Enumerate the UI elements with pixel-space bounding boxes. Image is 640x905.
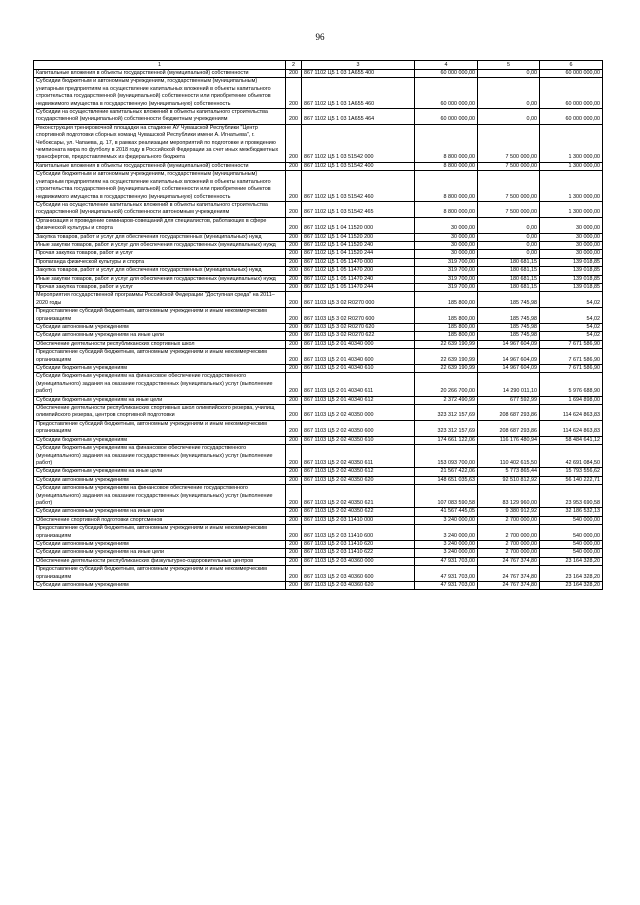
- approved-amount-cell: 22 639 190,99: [415, 340, 478, 348]
- approved-amount-cell: 20 266 700,00: [415, 373, 478, 396]
- executed-amount-cell: 0,00: [478, 250, 540, 258]
- approved-amount-cell: 30 000,00: [415, 241, 478, 249]
- row-name-cell: Субсидии автономным учреждениям: [34, 582, 286, 590]
- unexecuted-amount-cell: 114 624 863,83: [540, 405, 603, 421]
- row-name-cell: Обеспечение деятельности республиканских спортивных школ олимпийского резерва, училищ олимпийского резерва, центров спортивной подготовки: [34, 405, 286, 421]
- table-row: [34, 292, 603, 308]
- row-name-cell: Субсидии бюджетным учреждениям на иные цели: [34, 468, 286, 476]
- unexecuted-amount-cell: 60 000 000,00: [540, 109, 603, 125]
- budget-code-cell: 867 1103 Ц5 2 03 11410 000: [302, 516, 415, 524]
- column-header: 4: [415, 61, 478, 70]
- approved-amount-cell: 319 700,00: [415, 283, 478, 291]
- unexecuted-amount-cell: 23 164 328,20: [540, 557, 603, 565]
- line-code-cell: 200: [286, 525, 302, 541]
- line-code-cell: 200: [286, 557, 302, 565]
- executed-amount-cell: 2 700 000,00: [478, 525, 540, 541]
- approved-amount-cell: 185 800,00: [415, 292, 478, 308]
- line-code-cell: 200: [286, 275, 302, 283]
- table-row: [34, 436, 603, 444]
- table-row: [34, 549, 603, 557]
- table-row: [34, 566, 603, 582]
- table-row: [34, 250, 603, 258]
- line-code-cell: 200: [286, 445, 302, 468]
- executed-amount-cell: 0,00: [478, 241, 540, 249]
- line-code-cell: 200: [286, 508, 302, 516]
- row-name-cell: Субсидии автономным учреждениям: [34, 540, 286, 548]
- unexecuted-amount-cell: 7 671 586,90: [540, 349, 603, 365]
- row-name-cell: Обеспечение деятельности республиканских физкультурно-оздоровительных центров: [34, 557, 286, 565]
- unexecuted-amount-cell: 1 300 000,00: [540, 162, 603, 170]
- executed-amount-cell: 7 500 000,00: [478, 162, 540, 170]
- row-name-cell: Субсидии бюджетным учреждениям на финансовое обеспечение государственного (муниципального) задания на оказание государственных (муниципальных) услуг (выполнение работ): [34, 373, 286, 396]
- budget-code-cell: 867 1103 Ц5 3 02 R0270 000: [302, 292, 415, 308]
- approved-amount-cell: 148 651 035,63: [415, 476, 478, 484]
- budget-code-cell: 867 1103 Ц5 2 01 40340 611: [302, 373, 415, 396]
- row-name-cell: Субсидии бюджетным учреждениям: [34, 436, 286, 444]
- budget-code-cell: 867 1102 Ц5 1 05 11470 200: [302, 267, 415, 275]
- line-code-cell: 200: [286, 124, 302, 162]
- line-code-cell: 200: [286, 171, 302, 202]
- budget-code-cell: 867 1103 Ц5 2 03 40360 600: [302, 566, 415, 582]
- approved-amount-cell: 60 000 000,00: [415, 78, 478, 109]
- executed-amount-cell: 180 681,15: [478, 275, 540, 283]
- approved-amount-cell: 47 931 703,00: [415, 566, 478, 582]
- table-row: [34, 162, 603, 170]
- approved-amount-cell: 30 000,00: [415, 250, 478, 258]
- unexecuted-amount-cell: 1 300 000,00: [540, 201, 603, 217]
- row-name-cell: Прочая закупка товаров, работ и услуг: [34, 250, 286, 258]
- approved-amount-cell: 3 240 000,00: [415, 549, 478, 557]
- unexecuted-amount-cell: 139 018,85: [540, 258, 603, 266]
- budget-code-cell: 867 1102 Ц5 1 03 1А655 400: [302, 70, 415, 78]
- header-row: [34, 61, 603, 70]
- row-name-cell: Организация и проведение семинаров-совещаний для специалистов, работающих в сфере физической культуры и спорта: [34, 217, 286, 233]
- table-row: [34, 241, 603, 249]
- budget-code-cell: 867 1102 Ц5 1 05 11470 240: [302, 275, 415, 283]
- executed-amount-cell: 180 681,15: [478, 267, 540, 275]
- approved-amount-cell: 30 000,00: [415, 217, 478, 233]
- row-name-cell: Субсидии на осуществление капитальных вложений в объекты капитального строительства государственной (муниципальной) собственности бюджетным учреждениям: [34, 109, 286, 125]
- executed-amount-cell: 14 967 604,09: [478, 349, 540, 365]
- table-row: [34, 70, 603, 78]
- table-row: [34, 540, 603, 548]
- line-code-cell: 200: [286, 540, 302, 548]
- line-code-cell: 200: [286, 308, 302, 324]
- executed-amount-cell: 7 500 000,00: [478, 201, 540, 217]
- unexecuted-amount-cell: 30 000,00: [540, 233, 603, 241]
- table-row: [34, 124, 603, 162]
- line-code-cell: 200: [286, 349, 302, 365]
- table-row: [34, 308, 603, 324]
- line-code-cell: 200: [286, 582, 302, 590]
- approved-amount-cell: 47 931 703,00: [415, 582, 478, 590]
- row-name-cell: Субсидии бюджетным учреждениям: [34, 365, 286, 373]
- table-row: [34, 373, 603, 396]
- approved-amount-cell: 47 931 703,00: [415, 557, 478, 565]
- table-row: [34, 233, 603, 241]
- table-row: [34, 516, 603, 524]
- table-row: [34, 340, 603, 348]
- line-code-cell: 200: [286, 241, 302, 249]
- approved-amount-cell: 3 240 000,00: [415, 540, 478, 548]
- budget-code-cell: 867 1102 Ц5 1 03 51542 460: [302, 171, 415, 202]
- executed-amount-cell: 24 767 374,80: [478, 557, 540, 565]
- executed-amount-cell: 0,00: [478, 217, 540, 233]
- line-code-cell: 200: [286, 566, 302, 582]
- row-name-cell: Субсидии бюджетным учреждениям на иные цели: [34, 396, 286, 404]
- line-code-cell: 200: [286, 292, 302, 308]
- row-name-cell: Обеспечение спортивной подготовки спортсменов: [34, 516, 286, 524]
- approved-amount-cell: 8 800 000,00: [415, 162, 478, 170]
- line-code-cell: 200: [286, 201, 302, 217]
- executed-amount-cell: 83 129 960,00: [478, 485, 540, 508]
- unexecuted-amount-cell: 1 300 000,00: [540, 171, 603, 202]
- table-row: [34, 476, 603, 484]
- approved-amount-cell: 185 800,00: [415, 324, 478, 332]
- row-name-cell: Прочая закупка товаров, работ и услуг: [34, 283, 286, 291]
- unexecuted-amount-cell: 114 624 863,83: [540, 420, 603, 436]
- table-row: [34, 109, 603, 125]
- line-code-cell: 200: [286, 258, 302, 266]
- budget-code-cell: 867 1103 Ц5 2 02 40350 610: [302, 436, 415, 444]
- line-code-cell: 200: [286, 420, 302, 436]
- executed-amount-cell: 7 500 000,00: [478, 171, 540, 202]
- row-name-cell: Субсидии на осуществление капитальных вложений в объекты капитального строительства государственной (муниципальной) собственности автономным учреждениям: [34, 201, 286, 217]
- budget-code-cell: 867 1103 Ц5 3 02 R0270 622: [302, 332, 415, 340]
- approved-amount-cell: 323 312 157,69: [415, 420, 478, 436]
- approved-amount-cell: 185 800,00: [415, 308, 478, 324]
- approved-amount-cell: 30 000,00: [415, 233, 478, 241]
- approved-amount-cell: 60 000 000,00: [415, 70, 478, 78]
- column-header: 1: [34, 61, 286, 70]
- budget-code-cell: 867 1103 Ц5 3 02 R0270 620: [302, 324, 415, 332]
- approved-amount-cell: 8 800 000,00: [415, 201, 478, 217]
- line-code-cell: 200: [286, 332, 302, 340]
- budget-code-cell: 867 1103 Ц5 2 02 40350 621: [302, 485, 415, 508]
- line-code-cell: 200: [286, 485, 302, 508]
- unexecuted-amount-cell: 1 300 000,00: [540, 124, 603, 162]
- executed-amount-cell: 7 500 000,00: [478, 124, 540, 162]
- row-name-cell: Субсидии автономным учреждениям на иные цели: [34, 549, 286, 557]
- row-name-cell: Субсидии бюджетным и автономным учреждениям, государственным (муниципальным) унитарным предприятиям на осуществление капитальных вложений в объекты капитального строительства государственной (муниципальной) собственности или приобретение объектов недвижимого имущества в государственную (муниципальную) собственность: [34, 78, 286, 109]
- budget-code-cell: 867 1103 Ц5 2 01 40340 600: [302, 349, 415, 365]
- unexecuted-amount-cell: 54,02: [540, 332, 603, 340]
- line-code-cell: 200: [286, 250, 302, 258]
- row-name-cell: Субсидии автономным учреждениям на иные цели: [34, 508, 286, 516]
- budget-code-cell: 867 1103 Ц5 3 02 R0270 600: [302, 308, 415, 324]
- line-code-cell: 200: [286, 78, 302, 109]
- row-name-cell: Реконструкция тренировочной площадки на стадионе АУ Чувашской Республики "Центр спортивной подготовки сборных команд Чувашской Республики имени А. Игнатьева", г. Чебоксары, ул. Чапаева, д. 17, в рамках реализации мероприятий по подготовке и проведению чемпионата мира по футболу в 2018 году в Российской Федерации за счет иных межбюджетных трансфертов, предоставляемых из федерального бюджета: [34, 124, 286, 162]
- row-name-cell: Субсидии автономным учреждениям: [34, 324, 286, 332]
- budget-code-cell: 867 1102 Ц5 1 03 51542 465: [302, 201, 415, 217]
- unexecuted-amount-cell: 1 694 898,00: [540, 396, 603, 404]
- table-row: [34, 267, 603, 275]
- line-code-cell: 200: [286, 436, 302, 444]
- row-name-cell: Субсидии бюджетным и автономным учреждениям, государственным (муниципальным) унитарным предприятиям на осуществление капитальных вложений в объекты капитального строительства государственной (муниципальной) собственности или приобретение объектов недвижимого имущества в государственную (муниципальную) собственность: [34, 171, 286, 202]
- executed-amount-cell: 110 402 615,50: [478, 445, 540, 468]
- page-number: 96: [315, 32, 325, 42]
- unexecuted-amount-cell: 5 976 688,90: [540, 373, 603, 396]
- row-name-cell: Предоставление субсидий бюджетным, автономным учреждениям и иным некоммерческим организациям: [34, 308, 286, 324]
- executed-amount-cell: 180 681,15: [478, 283, 540, 291]
- executed-amount-cell: 2 700 000,00: [478, 549, 540, 557]
- table-row: [34, 445, 603, 468]
- table-row: [34, 324, 603, 332]
- table-row: [34, 258, 603, 266]
- approved-amount-cell: 319 700,00: [415, 267, 478, 275]
- budget-code-cell: 867 1102 Ц5 1 04 11520 000: [302, 217, 415, 233]
- executed-amount-cell: 208 687 293,86: [478, 405, 540, 421]
- budget-code-cell: 867 1102 Ц5 1 04 11520 200: [302, 233, 415, 241]
- executed-amount-cell: 208 687 293,86: [478, 420, 540, 436]
- executed-amount-cell: 14 967 604,09: [478, 340, 540, 348]
- table-row: [34, 582, 603, 590]
- approved-amount-cell: 22 639 190,99: [415, 365, 478, 373]
- unexecuted-amount-cell: 54,02: [540, 324, 603, 332]
- unexecuted-amount-cell: 54,02: [540, 292, 603, 308]
- executed-amount-cell: 677 592,99: [478, 396, 540, 404]
- table-row: [34, 420, 603, 436]
- budget-code-cell: 867 1103 Ц5 2 01 40340 612: [302, 396, 415, 404]
- executed-amount-cell: 0,00: [478, 70, 540, 78]
- table-row: [34, 365, 603, 373]
- column-header: 3: [302, 61, 415, 70]
- table-row: [34, 332, 603, 340]
- row-name-cell: Субсидии бюджетным учреждениям на финансовое обеспечение государственного (муниципального) задания на оказание государственных (муниципальных) услуг (выполнение работ): [34, 445, 286, 468]
- executed-amount-cell: 92 510 812,92: [478, 476, 540, 484]
- unexecuted-amount-cell: 32 186 532,13: [540, 508, 603, 516]
- row-name-cell: Закупка товаров, работ и услуг для обеспечения государственных (муниципальных) нужд: [34, 233, 286, 241]
- approved-amount-cell: 323 312 157,69: [415, 405, 478, 421]
- executed-amount-cell: 9 380 912,92: [478, 508, 540, 516]
- budget-code-cell: 867 1102 Ц5 1 04 11520 240: [302, 241, 415, 249]
- executed-amount-cell: 2 700 000,00: [478, 540, 540, 548]
- unexecuted-amount-cell: 23 164 328,20: [540, 566, 603, 582]
- budget-code-cell: 867 1103 Ц5 2 02 40350 620: [302, 476, 415, 484]
- unexecuted-amount-cell: 60 000 000,00: [540, 78, 603, 109]
- row-name-cell: Обеспечение деятельности республиканских спортивных школ: [34, 340, 286, 348]
- executed-amount-cell: 14 290 011,10: [478, 373, 540, 396]
- executed-amount-cell: 24 767 374,80: [478, 566, 540, 582]
- column-header: 6: [540, 61, 603, 70]
- table-row: [34, 396, 603, 404]
- line-code-cell: 200: [286, 516, 302, 524]
- table-row: [34, 468, 603, 476]
- approved-amount-cell: 185 800,00: [415, 332, 478, 340]
- budget-code-cell: 867 1103 Ц5 2 02 40350 622: [302, 508, 415, 516]
- executed-amount-cell: 185 745,98: [478, 292, 540, 308]
- executed-amount-cell: 0,00: [478, 78, 540, 109]
- line-code-cell: 200: [286, 476, 302, 484]
- line-code-cell: 200: [286, 70, 302, 78]
- line-code-cell: 200: [286, 324, 302, 332]
- unexecuted-amount-cell: 540 000,00: [540, 540, 603, 548]
- executed-amount-cell: 185 745,98: [478, 324, 540, 332]
- budget-code-cell: 867 1102 Ц5 1 04 11520 244: [302, 250, 415, 258]
- executed-amount-cell: 0,00: [478, 109, 540, 125]
- budget-code-cell: 867 1102 Ц5 1 05 11470 000: [302, 258, 415, 266]
- unexecuted-amount-cell: 540 000,00: [540, 549, 603, 557]
- budget-code-cell: 867 1103 Ц5 2 01 40340 610: [302, 365, 415, 373]
- row-name-cell: Капитальные вложения в объекты государственной (муниципальной) собственности: [34, 70, 286, 78]
- approved-amount-cell: 22 639 190,99: [415, 349, 478, 365]
- line-code-cell: 200: [286, 405, 302, 421]
- unexecuted-amount-cell: 7 671 586,90: [540, 340, 603, 348]
- line-code-cell: 200: [286, 373, 302, 396]
- unexecuted-amount-cell: 56 140 222,71: [540, 476, 603, 484]
- unexecuted-amount-cell: 23 164 328,20: [540, 582, 603, 590]
- budget-code-cell: 867 1103 Ц5 2 03 11410 620: [302, 540, 415, 548]
- unexecuted-amount-cell: 7 671 586,90: [540, 365, 603, 373]
- budget-code-cell: 867 1102 Ц5 1 05 11470 244: [302, 283, 415, 291]
- approved-amount-cell: 21 567 422,06: [415, 468, 478, 476]
- budget-code-cell: 867 1103 Ц5 2 02 40350 612: [302, 468, 415, 476]
- unexecuted-amount-cell: 30 000,00: [540, 217, 603, 233]
- budget-code-cell: 867 1102 Ц5 1 03 51542 400: [302, 162, 415, 170]
- line-code-cell: 200: [286, 468, 302, 476]
- budget-code-cell: 867 1102 Ц5 1 03 1А655 460: [302, 78, 415, 109]
- budget-code-cell: 867 1102 Ц5 1 03 1А655 464: [302, 109, 415, 125]
- budget-execution-table: [33, 60, 603, 590]
- budget-code-cell: 867 1103 Ц5 2 03 40360 000: [302, 557, 415, 565]
- approved-amount-cell: 107 083 590,58: [415, 485, 478, 508]
- unexecuted-amount-cell: 139 018,85: [540, 283, 603, 291]
- unexecuted-amount-cell: 58 484 641,12: [540, 436, 603, 444]
- table-row: [34, 485, 603, 508]
- budget-code-cell: 867 1103 Ц5 2 02 40350 611: [302, 445, 415, 468]
- executed-amount-cell: 185 745,98: [478, 308, 540, 324]
- approved-amount-cell: 319 700,00: [415, 258, 478, 266]
- executed-amount-cell: 185 745,98: [478, 332, 540, 340]
- table-row: [34, 201, 603, 217]
- approved-amount-cell: 319 700,00: [415, 275, 478, 283]
- executed-amount-cell: 180 681,15: [478, 258, 540, 266]
- unexecuted-amount-cell: 540 000,00: [540, 525, 603, 541]
- row-name-cell: Иные закупки товаров, работ и услуг для обеспечения государственных (муниципальных) нужд: [34, 275, 286, 283]
- budget-code-cell: 867 1103 Ц5 2 01 40340 000: [302, 340, 415, 348]
- executed-amount-cell: 24 767 374,80: [478, 582, 540, 590]
- line-code-cell: 200: [286, 365, 302, 373]
- row-name-cell: Предоставление субсидий бюджетным, автономным учреждениям и иным некоммерческим организациям: [34, 566, 286, 582]
- line-code-cell: 200: [286, 162, 302, 170]
- unexecuted-amount-cell: 60 000 000,00: [540, 70, 603, 78]
- approved-amount-cell: 3 240 000,00: [415, 525, 478, 541]
- row-name-cell: Предоставление субсидий бюджетным, автономным учреждениям и иным некоммерческим организациям: [34, 349, 286, 365]
- unexecuted-amount-cell: 23 953 690,58: [540, 485, 603, 508]
- column-header: 5: [478, 61, 540, 70]
- budget-code-cell: 867 1102 Ц5 1 03 51542 000: [302, 124, 415, 162]
- unexecuted-amount-cell: 15 793 556,62: [540, 468, 603, 476]
- table-row: [34, 508, 603, 516]
- table-row: [34, 217, 603, 233]
- row-name-cell: Субсидии автономным учреждениям на финансовое обеспечение государственного (муниципального) задания на оказание государственных (муниципальных) услуг (выполнение работ): [34, 485, 286, 508]
- executed-amount-cell: 2 700 000,00: [478, 516, 540, 524]
- table-row: [34, 405, 603, 421]
- unexecuted-amount-cell: 30 000,00: [540, 241, 603, 249]
- executed-amount-cell: 14 967 604,09: [478, 365, 540, 373]
- approved-amount-cell: 41 567 445,05: [415, 508, 478, 516]
- row-name-cell: Субсидии автономным учреждениям: [34, 476, 286, 484]
- budget-code-cell: 867 1103 Ц5 2 03 11410 622: [302, 549, 415, 557]
- approved-amount-cell: 8 800 000,00: [415, 124, 478, 162]
- row-name-cell: Закупка товаров, работ и услуг для обеспечения государственных (муниципальных) нужд: [34, 267, 286, 275]
- row-name-cell: Предоставление субсидий бюджетным, автономным учреждениям и иным некоммерческим организациям: [34, 525, 286, 541]
- column-header: 2: [286, 61, 302, 70]
- approved-amount-cell: 8 800 000,00: [415, 171, 478, 202]
- budget-code-cell: 867 1103 Ц5 2 02 40350 600: [302, 420, 415, 436]
- row-name-cell: Мероприятия государственной программы Российской Федерации "Доступная среда" на 2011–2020 годы: [34, 292, 286, 308]
- row-name-cell: Субсидии автономным учреждениям на иные цели: [34, 332, 286, 340]
- executed-amount-cell: 116 176 480,94: [478, 436, 540, 444]
- executed-amount-cell: 0,00: [478, 233, 540, 241]
- budget-code-cell: 867 1103 Ц5 2 02 40350 000: [302, 405, 415, 421]
- line-code-cell: 200: [286, 109, 302, 125]
- unexecuted-amount-cell: 42 691 084,50: [540, 445, 603, 468]
- table-row: [34, 283, 603, 291]
- unexecuted-amount-cell: 30 000,00: [540, 250, 603, 258]
- table-row: [34, 525, 603, 541]
- table-row: [34, 557, 603, 565]
- unexecuted-amount-cell: 139 018,85: [540, 275, 603, 283]
- approved-amount-cell: 60 000 000,00: [415, 109, 478, 125]
- approved-amount-cell: 174 661 122,06: [415, 436, 478, 444]
- budget-code-cell: 867 1103 Ц5 2 03 11410 600: [302, 525, 415, 541]
- unexecuted-amount-cell: 540 000,00: [540, 516, 603, 524]
- line-code-cell: 200: [286, 217, 302, 233]
- line-code-cell: 200: [286, 233, 302, 241]
- approved-amount-cell: 2 372 490,99: [415, 396, 478, 404]
- line-code-cell: 200: [286, 267, 302, 275]
- row-name-cell: Предоставление субсидий бюджетным, автономным учреждениям и иным некоммерческим организациям: [34, 420, 286, 436]
- table-row: [34, 171, 603, 202]
- approved-amount-cell: 153 093 700,00: [415, 445, 478, 468]
- row-name-cell: Пропаганда физической культуры и спорта: [34, 258, 286, 266]
- line-code-cell: 200: [286, 283, 302, 291]
- table-row: [34, 78, 603, 109]
- row-name-cell: Капитальные вложения в объекты государственной (муниципальной) собственности: [34, 162, 286, 170]
- budget-code-cell: 867 1103 Ц5 2 03 40360 620: [302, 582, 415, 590]
- line-code-cell: 200: [286, 396, 302, 404]
- executed-amount-cell: 5 773 865,44: [478, 468, 540, 476]
- table-row: [34, 349, 603, 365]
- unexecuted-amount-cell: 139 018,85: [540, 267, 603, 275]
- line-code-cell: 200: [286, 340, 302, 348]
- table-row: [34, 275, 603, 283]
- line-code-cell: 200: [286, 549, 302, 557]
- row-name-cell: Иные закупки товаров, работ и услуг для обеспечения государственных (муниципальных) нужд: [34, 241, 286, 249]
- approved-amount-cell: 3 240 000,00: [415, 516, 478, 524]
- unexecuted-amount-cell: 54,02: [540, 308, 603, 324]
